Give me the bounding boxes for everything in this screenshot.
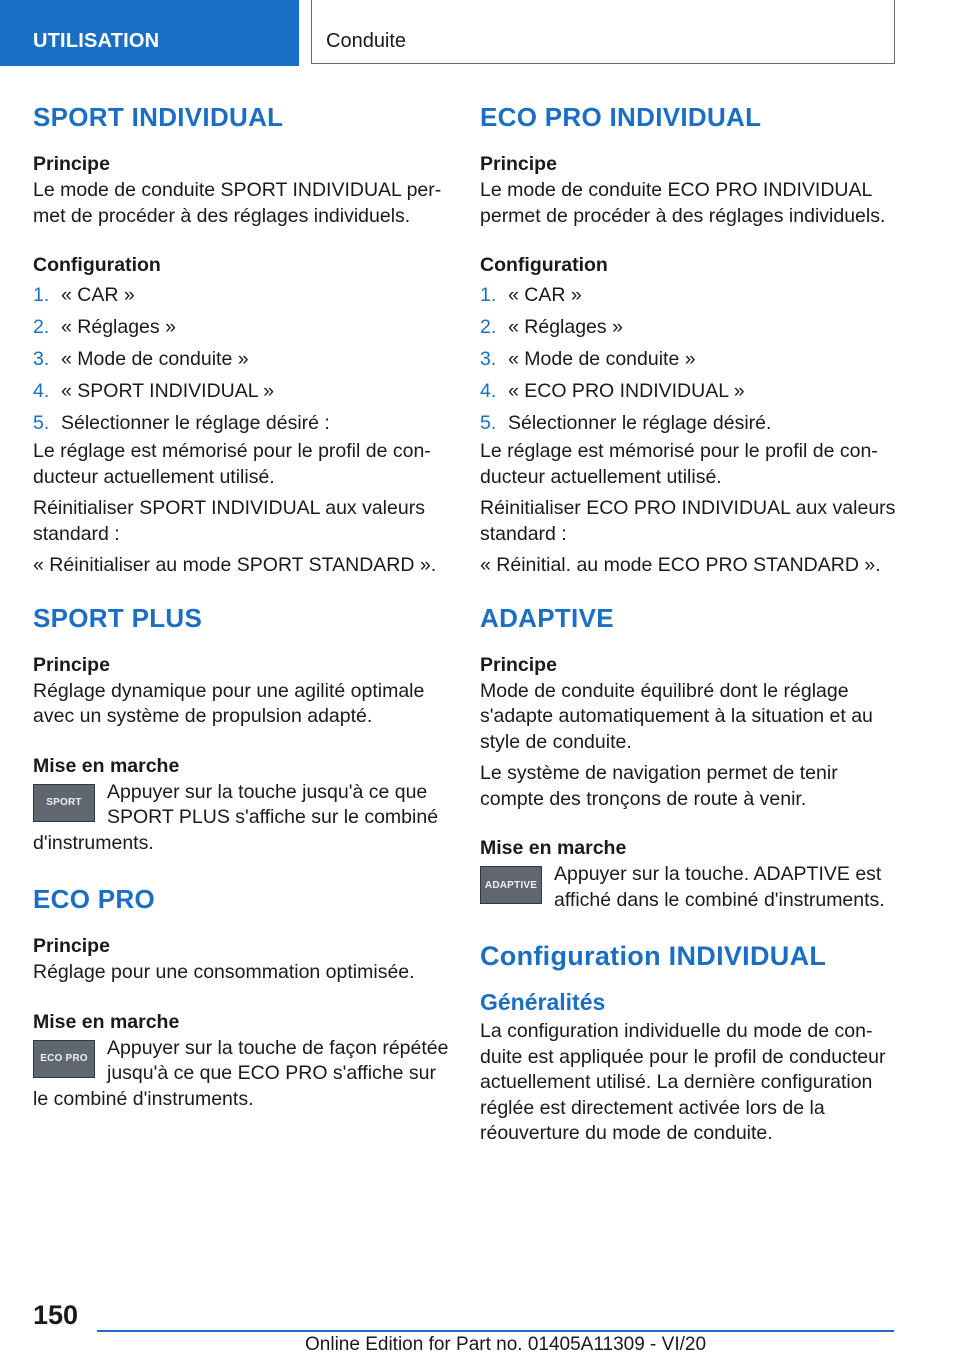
paragraph: Mode de conduite équilibré dont le réglage s'adapte automatiquement à la situation et au style de conduite.: [480, 679, 873, 753]
eco-pro-button-label: ECO PRO: [40, 1053, 88, 1064]
section-adaptive: [480, 597, 900, 914]
list-item: [480, 343, 900, 375]
step-number: 2.: [480, 316, 497, 338]
sport-button-label: SPORT: [46, 797, 82, 808]
list-item: [33, 407, 453, 439]
heading-eco-pro-individual: ECO PRO INDIVIDUAL: [480, 102, 762, 132]
section-eco-pro-individual: [480, 96, 900, 579]
adaptive-button-icon: [480, 866, 542, 904]
paragraph: Le système de navigation permet de tenir compte des tronçons de route à venir.: [480, 762, 838, 810]
step-number: 4.: [33, 380, 50, 402]
button-instruction: [480, 862, 900, 913]
step-text: « Réglages »: [61, 316, 176, 338]
footer-divider: [97, 1330, 894, 1332]
heading-eco-pro: ECO PRO: [33, 884, 156, 914]
subheading-mise-en-marche: Mise en marche: [33, 754, 180, 777]
step-text: « CAR »: [61, 284, 135, 306]
paragraph: Appuyer sur la touche de façon répétée jusqu'à ce que ECO PRO s'affiche sur le combiné d'instruments.: [33, 1036, 449, 1110]
list-item: [480, 407, 900, 439]
list-item: [480, 279, 900, 311]
step-number: 1.: [480, 284, 497, 306]
list-item: [480, 311, 900, 343]
heading-sport-plus: SPORT PLUS: [33, 602, 203, 633]
header-chapter-box: [311, 0, 895, 64]
list-item: [33, 375, 453, 407]
button-instruction: [33, 1036, 453, 1113]
subheading-configuration: Configuration: [33, 254, 161, 276]
list-item: [33, 279, 453, 311]
subheading-principe: Principe: [33, 153, 110, 175]
step-text: « Réglages »: [508, 316, 623, 338]
button-instruction: [33, 780, 453, 857]
right-column: [480, 96, 900, 1147]
list-item: [33, 311, 453, 343]
list-item: [480, 375, 900, 407]
list-item: [33, 343, 453, 375]
header-section-label: UTILISATION: [33, 30, 160, 52]
paragraph: « Réinitial. au mode ECO PRO STANDARD ».: [480, 554, 881, 576]
paragraph: Appuyer sur la touche. ADAPTIVE est affiché dans le combiné d'instruments.: [554, 863, 885, 911]
paragraph: Réinitialiser ECO PRO INDIVIDUAL aux valeurs standard :: [480, 497, 896, 545]
subheading-principe: Principe: [33, 653, 110, 676]
heading-sport-individual: SPORT INDIVIDUAL: [33, 102, 284, 132]
paragraph: « Réinitialiser au mode SPORT STANDARD ».: [33, 554, 437, 576]
sport-button-icon: [33, 784, 95, 822]
step-number: 5.: [33, 412, 50, 434]
step-text: Sélectionner le réglage désiré.: [508, 412, 772, 434]
paragraph: La configuration individuelle du mode de conduite est appliquée pour le profil de conducteur actuellement utilisé. La dernière configuration réglée est directement activée lors de la réouverture du mode de conduite.: [480, 1020, 886, 1144]
subheading-generalites: Généralités: [480, 989, 606, 1015]
section-eco-pro: [33, 878, 453, 1112]
step-text: « Mode de conduite »: [61, 348, 249, 370]
subheading-mise-en-marche: Mise en marche: [480, 837, 627, 859]
page-number: 150: [33, 1300, 79, 1330]
steps-list: [33, 279, 453, 439]
adaptive-button-label: ADAPTIVE: [484, 879, 538, 891]
step-text: « Mode de conduite »: [508, 348, 696, 370]
paragraph: Le mode de conduite SPORT INDIVIDUAL permet de procéder à des réglages individuels.: [33, 179, 442, 227]
step-text: « CAR »: [508, 284, 582, 306]
paragraph: Réglage pour une consommation optimisée.: [33, 961, 415, 983]
subheading-principe: Principe: [480, 153, 557, 175]
heading-adaptive: ADAPTIVE: [480, 602, 614, 633]
subheading-configuration: Configuration: [480, 254, 608, 276]
paragraph: Appuyer sur la touche jusqu'à ce que SPORT PLUS s'affiche sur le combiné d'instruments.: [33, 780, 439, 854]
step-number: 3.: [33, 348, 50, 370]
heading-configuration-individual: Configuration INDIVIDUAL: [480, 941, 827, 971]
header-section-tab: [0, 0, 299, 66]
subheading-principe: Principe: [480, 653, 557, 676]
eco-pro-button-icon: [33, 1040, 95, 1078]
subheading-principe: Principe: [33, 935, 110, 957]
step-text: « ECO PRO INDIVIDUAL »: [508, 380, 745, 402]
steps-list: [480, 279, 900, 439]
step-text: Sélectionner le réglage désiré :: [61, 412, 330, 434]
left-column: [33, 96, 453, 1112]
paragraph: Réglage dynamique pour une agilité optimale avec un système de propulsion adapté.: [33, 679, 425, 727]
section-sport-plus: [33, 597, 453, 857]
step-number: 2.: [33, 316, 50, 338]
paragraph: Le mode de conduite ECO PRO INDIVIDUAL permet de procéder à des réglages individuels.: [480, 179, 886, 227]
section-configuration-individual: [480, 935, 900, 1147]
paragraph: Le réglage est mémorisé pour le profil de conducteur actuellement utilisé.: [33, 440, 431, 488]
step-text: « SPORT INDIVIDUAL »: [61, 380, 275, 402]
step-number: 5.: [480, 412, 497, 434]
footer-edition: Online Edition for Part no. 01405A11309 - VI/20: [305, 1334, 707, 1355]
paragraph: Le réglage est mémorisé pour le profil de conducteur actuellement utilisé.: [480, 440, 878, 488]
step-number: 1.: [33, 284, 50, 306]
subheading-mise-en-marche: Mise en marche: [33, 1010, 180, 1033]
step-number: 3.: [480, 348, 497, 370]
header-chapter-label: Conduite: [326, 30, 407, 52]
section-sport-individual: [33, 96, 453, 579]
paragraph: Réinitialiser SPORT INDIVIDUAL aux valeurs standard :: [33, 497, 425, 545]
step-number: 4.: [480, 380, 497, 402]
